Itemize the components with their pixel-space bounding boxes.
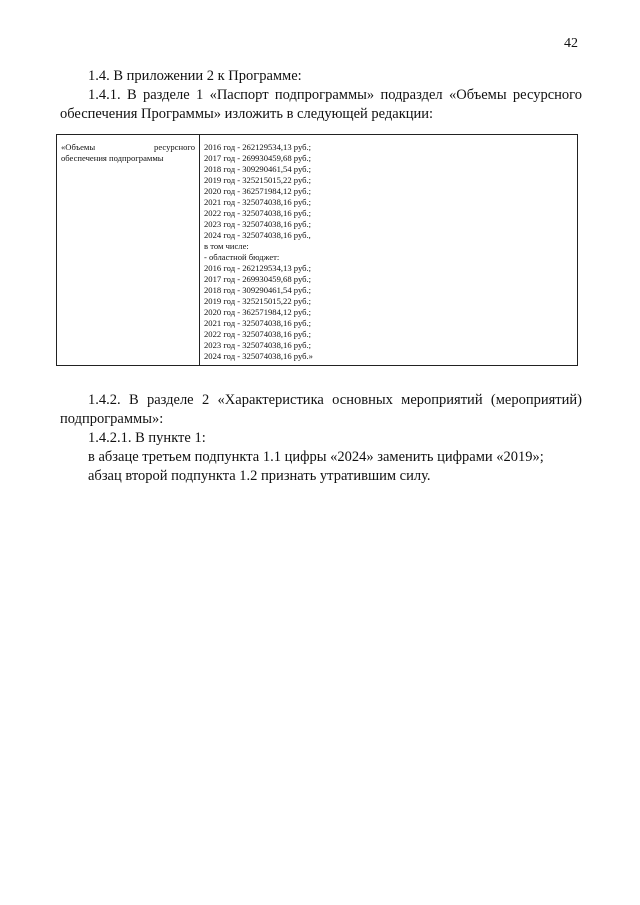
paragraph-1-4-2-1: 1.4.2.1. В пункте 1: [88,430,206,446]
funding-line: 2019 год - 325215015,22 руб.; [204,175,312,185]
funding-line: 2024 год - 325074038,16 руб.» [204,351,313,361]
paragraph-1-4-2 [60,391,582,429]
paragraph-abzac-vtoroy: абзац второй подпункта 1.2 признать утратившим силу. [88,468,431,484]
funding-line: 2024 год - 325074038,16 руб., [204,230,311,240]
table-row [57,135,578,366]
funding-line: 2022 год - 325074038,16 руб.; [204,208,312,218]
funding-line: 2023 год - 325074038,16 руб.; [204,340,312,350]
funding-line: 2016 год - 262129534,13 руб.; [204,263,312,273]
table-cell-label [57,135,200,366]
funding-line: 2023 год - 325074038,16 руб.; [204,219,312,229]
funding-line: 2019 год - 325215015,22 руб.; [204,296,312,306]
page-number: 42 [564,36,578,51]
passport-table [56,134,578,366]
funding-line: - областной бюджет: [204,252,280,262]
label-word-objemy: «Объемы [61,142,96,152]
paragraph-1-4-1: 1.4.1. В разделе 1 «Паспорт подпрограммы» подраздел «Объемы ресурсного обеспечения Программы» изложить в следующей редакции: [60,87,582,122]
paragraph-abzac-tretiy: в абзаце третьем подпункта 1.1 цифры «2024» заменить цифрами «2019»; [88,449,544,465]
funding-line: 2017 год - 269930459,68 руб.; [204,153,312,163]
funding-line: 2020 год - 362571984,12 руб.; [204,307,312,317]
funding-line: 2021 год - 325074038,16 руб.; [204,197,312,207]
funding-line: 2018 год - 309290461,54 руб.; [204,285,312,295]
funding-line: 2018 год - 309290461,54 руб.; [204,164,312,174]
funding-line: 2022 год - 325074038,16 руб.; [204,329,312,339]
funding-line: 2017 год - 269930459,68 руб.; [204,274,312,284]
funding-line: 2021 год - 325074038,16 руб.; [204,318,312,328]
funding-line: 2016 год - 262129534,13 руб.; [204,142,312,152]
table-cell-funding [200,135,578,366]
funding-line: в том числе: [204,241,249,251]
label-first-line [61,142,195,153]
label-second-line: обеспечения подпрограммы [61,153,164,163]
paragraph-1-4-2-text: 1.4.2. В разделе 2 «Характеристика основных мероприятий (мероприятий) подпрограммы»: [60,392,582,427]
funding-line: 2020 год - 362571984,12 руб.; [204,186,312,196]
label-word-resursnogo: ресурсного [154,142,195,152]
paragraph-1-4: 1.4. В приложении 2 к Программе: [88,68,302,84]
